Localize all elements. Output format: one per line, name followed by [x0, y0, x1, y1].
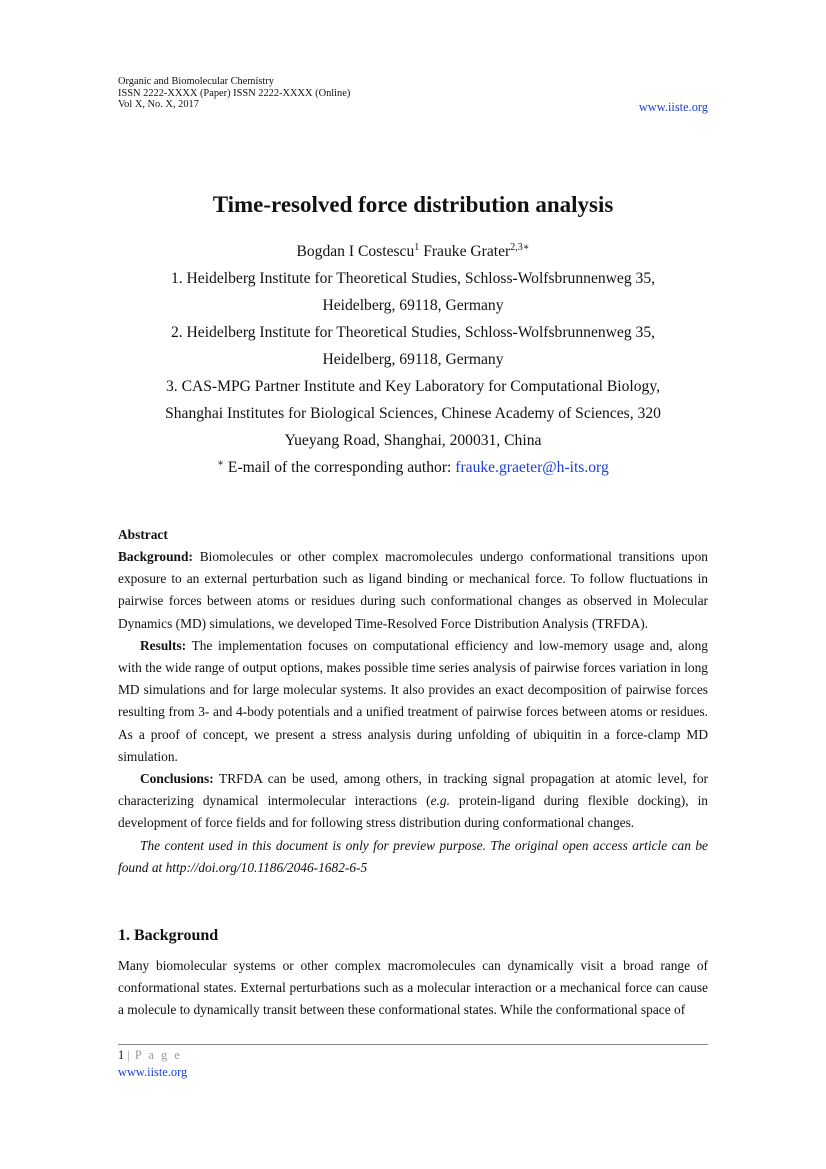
author-2: Frauke Grater	[423, 243, 511, 260]
affiliation-line: 3. CAS-MPG Partner Institute and Key Laboratory for Computational Biology,	[165, 378, 661, 395]
affiliation-line: Shanghai Institutes for Biological Sciences, Chinese Academy of Sciences, 320	[165, 405, 661, 422]
affiliation-line: Heidelberg, 69118, Germany	[322, 351, 504, 368]
preview-note	[118, 835, 708, 879]
conclusions-text-1: TRFDA can be used, among others, in tracking signal propagation at atomic level, for characterizing dynamical intermolecular interactions (	[118, 771, 708, 809]
paper-title: Time-resolved force distribution analysis	[212, 192, 614, 217]
abstract-section	[118, 524, 708, 879]
abstract-results	[118, 635, 708, 768]
affiliation-line: Yueyang Road, Shanghai, 200031, China	[284, 432, 542, 449]
conclusions-text-2: protein-ligand during flexible docking), in development of force fields and for following stress distribution during conformational changes.	[118, 793, 708, 831]
conclusions-eg: e.g.	[430, 793, 450, 809]
abstract-heading: Abstract	[118, 527, 168, 542]
results-text: The implementation focuses on computational efficiency and low-memory usage and, along with the wide range of output options, makes possible time series analysis of pairwise forces variation in long MD simulations and for large molecular systems. It also provides an exact decomposition of pairwise forces resulting from 3- and 4-body potentials and a unified treatment of pairwise forces between atoms or residues. As a proof of concept, we present a stress analysis during unfolding of ubiquitin in a force-clamp MD simulation.	[118, 637, 708, 764]
results-label: Results:	[140, 637, 187, 653]
author-block	[118, 238, 708, 481]
email-link[interactable]: frauke.graeter@h-its.org	[455, 459, 609, 476]
author-2-sup: 2,3∗	[510, 242, 530, 253]
page-footer	[118, 1047, 187, 1081]
page-indicator	[118, 1047, 187, 1064]
background-text: Biomolecules or other complex macromolecules undergo conformational transitions upon exposure to an external perturbation such as ligand binding or mechanical force. To follow fluctuations in pairwise forces between atoms or residues during such conformational changes as observed in Molecular Dynamics (MD) simulations, we developed Time-Resolved Force Distribution Analysis (TRFDA).	[118, 549, 709, 631]
page-separator: |	[127, 1048, 132, 1062]
affiliation-line: 1. Heidelberg Institute for Theoretical Studies, Schloss-Wolfsbrunnenweg 35,	[170, 270, 656, 287]
preview-note-text: The content used in this document is only for preview purpose. The original open access article can be found at http://doi.org/10.1186/2046-1682-6-5	[118, 837, 708, 875]
page-word: P a g e	[134, 1048, 182, 1062]
abstract-conclusions	[118, 768, 708, 835]
background-label: Background:	[118, 549, 193, 564]
page-number: 1	[118, 1048, 125, 1062]
issn-line: ISSN 2222-XXXX (Paper) ISSN 2222-XXXX (Online)	[118, 87, 351, 99]
author-line	[118, 238, 708, 265]
abstract-background	[118, 546, 708, 635]
journal-name: Organic and Biomolecular Chemistry	[118, 76, 274, 87]
affiliation-line: 2. Heidelberg Institute for Theoretical Studies, Schloss-Wolfsbrunnenweg 35,	[170, 324, 656, 341]
journal-header	[118, 76, 708, 111]
section-body	[118, 955, 708, 1022]
footer-divider	[118, 1044, 708, 1045]
section-heading: 1. Background	[118, 927, 219, 944]
footer-site-link[interactable]: www.iiste.org	[118, 1065, 188, 1079]
author-1-sup: 1	[414, 242, 420, 253]
header-site-link[interactable]: www.iiste.org	[638, 100, 708, 114]
conclusions-label: Conclusions:	[140, 771, 214, 787]
email-label: E-mail of the corresponding author:	[227, 459, 452, 476]
volume-line: Vol X, No. X, 2017	[118, 99, 199, 111]
section-paragraph: Many biomolecular systems or other complex macromolecules can dynamically visit a broad range of conformational states. External perturbations such as a molecular interaction or a mechanical force can cause a molecule to dynamically transit between these conformational states. While the conformational space of	[118, 958, 708, 1018]
author-1: Bogdan I Costescu	[296, 243, 415, 260]
email-line	[118, 454, 708, 481]
affiliation-line: Heidelberg, 69118, Germany	[322, 297, 504, 314]
email-marker: ∗	[217, 458, 225, 469]
